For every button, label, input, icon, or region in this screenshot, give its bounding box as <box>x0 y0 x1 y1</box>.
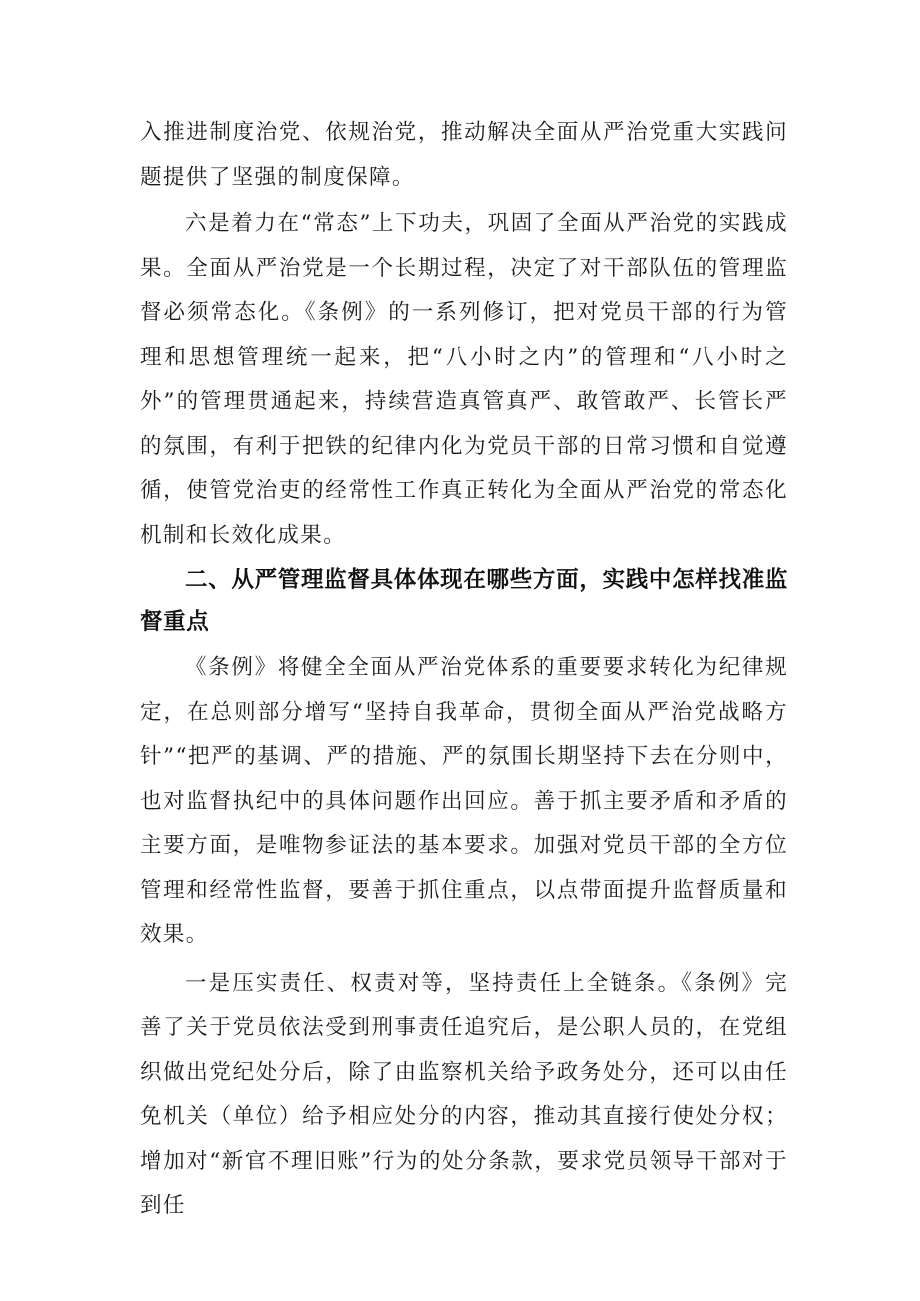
paragraph-continuation: 入推进制度治党、依规治党，推动解决全面从严治党重大实践问题提供了坚强的制度保障。 <box>140 120 788 190</box>
section-heading-two: 二、从严管理监督具体体现在哪些方面，实践中怎样找准监督重点 <box>140 567 788 635</box>
paragraph-section-intro: 《条例》将健全全面从严治党体系的重要要求转化为纪律规定，在总则部分增写“坚持自我革命，贯彻全面从严治党战略方针”“把严的基调、严的措施、严的氛围长期坚持下去在分则中，也对监督执纪中的具体问题作出回应。善于抓主要矛盾和矛盾的主要方面，是唯物参证法的基本要求。加强对党员干部的全方位管理和经常性监督，要善于抓住重点，以点带面提升监督质量和效果。 <box>140 655 788 947</box>
paragraph-point-six: 六是着力在“常态”上下功夫，巩固了全面从严治党的实践成果。全面从严治党是一个长期过程，决定了对干部队伍的管理监督必须常态化。《条例》的一系列修订，把对党员干部的行为管理和思想管理统一起来，把“八小时之内”的管理和“八小时之外”的管理贯通起来，持续营造真管真严、敢管敢严、长管长严的氛围，有利于把铁的纪律内化为党员干部的日常习惯和自觉遵循，使管党治吏的经常性工作真正转化为全面从严治党的常态化机制和长效化成果。 <box>140 211 788 548</box>
paragraph-point-one: 一是压实责任、权责对等，坚持责任上全链条。《条例》完善了关于党员依法受到刑事责任追究后，是公职人员的，在党组织做出党纪处分后，除了由监察机关给予政务处分，还可以由任免机关（单位）给予相应处分的内容，推动其直接行使处分权；增加对“新官不理旧账”行为的处分条款，要求党员领导干部对于到任 <box>140 970 788 1218</box>
document-body <box>140 111 788 1229</box>
